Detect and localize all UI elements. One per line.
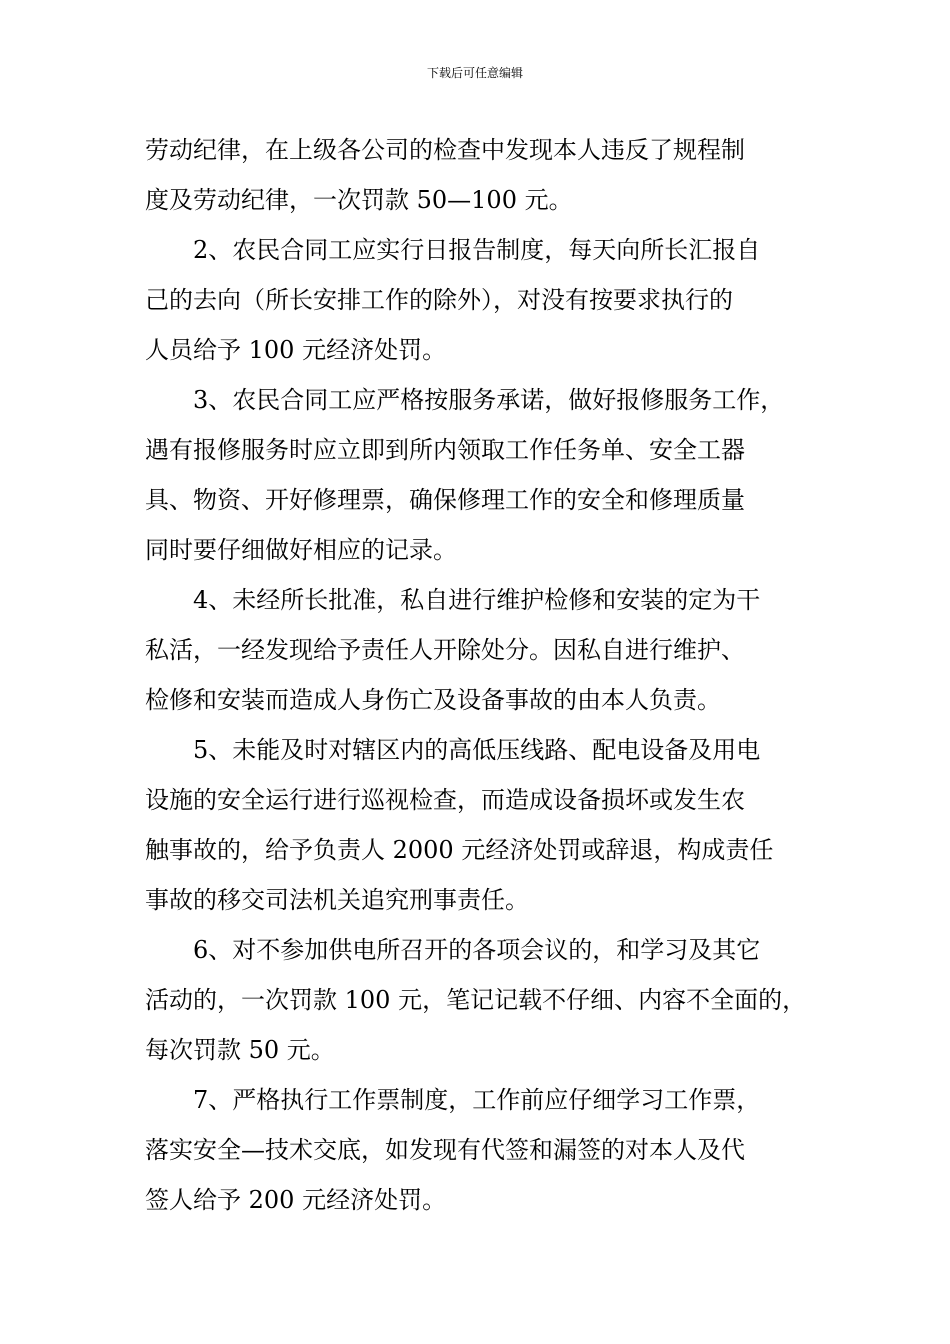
text-line: 检修和安装而造成人身伤亡及设备事故的由本人负责。 bbox=[145, 686, 721, 714]
text-line: 遇有报修服务时应立即到所内领取工作任务单、安全工器 bbox=[145, 436, 745, 464]
page-header: 下载后可任意编辑 bbox=[426, 66, 523, 80]
text-line: 6、对不参加供电所召开的各项会议的，和学习及其它 bbox=[193, 936, 761, 964]
text-line: 7、严格执行工作票制度，工作前应仔细学习工作票， bbox=[193, 1086, 761, 1114]
text-line: 触事故的，给予负责人 2000 元经济处罚或辞退，构成责任 bbox=[145, 836, 774, 864]
text-line: 度及劳动纪律，一次罚款 50—100 元。 bbox=[145, 186, 573, 214]
text-line: 每次罚款 50 元。 bbox=[145, 1036, 335, 1064]
text-line: 具、物资、开好修理票，确保修理工作的安全和修理质量 bbox=[145, 486, 745, 514]
text-line: 私活，一经发现给予责任人开除处分。因私自进行维护、 bbox=[145, 636, 745, 664]
text-line: 同时要仔细做好相应的记录。 bbox=[145, 536, 457, 564]
text-line: 己的去向（所长安排工作的除外），对没有按要求执行的 bbox=[145, 286, 733, 314]
text-line: 活动的，一次罚款 100 元，笔记记载不仔细、内容不全面的， bbox=[145, 986, 807, 1014]
text-line: 4、未经所长批准，私自进行维护检修和安装的定为干 bbox=[193, 586, 761, 614]
text-line: 3、农民合同工应严格按服务承诺，做好报修服务工作， bbox=[193, 386, 785, 414]
text-line: 签人给予 200 元经济处罚。 bbox=[145, 1186, 447, 1214]
text-line: 设施的安全运行进行巡视检查，而造成设备损坏或发生农 bbox=[145, 786, 745, 814]
text-line: 人员给予 100 元经济处罚。 bbox=[145, 336, 447, 364]
text-line: 落实安全—技术交底，如发现有代签和漏签的对本人及代 bbox=[145, 1136, 745, 1164]
text-line: 劳动纪律，在上级各公司的检查中发现本人违反了规程制 bbox=[145, 136, 745, 164]
text-line: 事故的移交司法机关追究刑事责任。 bbox=[145, 886, 529, 914]
text-line: 5、未能及时对辖区内的高低压线路、配电设备及用电 bbox=[193, 736, 761, 764]
document-body bbox=[145, 125, 815, 1225]
text-line: 2、农民合同工应实行日报告制度，每天向所长汇报自 bbox=[193, 236, 761, 264]
